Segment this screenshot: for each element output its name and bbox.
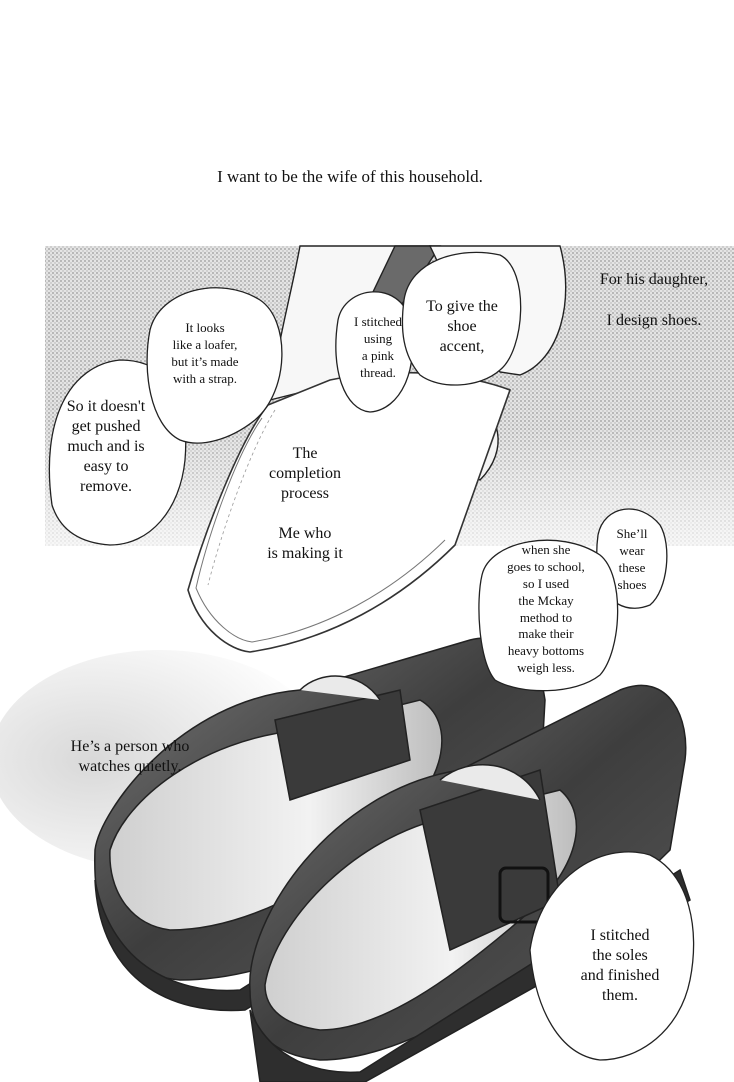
narration-watches-quietly: He’s a person who watches quietly. bbox=[70, 738, 190, 775]
balloon-mckay-method: when she goes to school, so I used the Mckay method to make their heavy bottoms weigh less. bbox=[507, 542, 585, 676]
top-caption: I want to be the wife of this household. bbox=[217, 167, 483, 186]
balloon-wear-shoes: She’ll wear these shoes bbox=[616, 526, 648, 592]
balloon-stitched-soles: I stitched the soles and finished them. bbox=[580, 927, 660, 1004]
narration-completion-process: The completion process bbox=[269, 445, 341, 502]
balloon-loafer-strap: It looks like a loafer, but it’s made with a strap. bbox=[171, 320, 239, 386]
balloon-easy-remove: So it doesn't get pushed much and is easy to remove. bbox=[66, 398, 146, 495]
balloon-shoe-accent: To give the shoe accent, bbox=[426, 298, 498, 355]
narration-design-shoes: I design shoes. bbox=[606, 312, 702, 329]
narration-me-making: Me who is making it bbox=[267, 525, 343, 562]
narration-daughter: For his daughter, bbox=[599, 271, 709, 288]
balloon-pink-thread: I stitched using a pink thread. bbox=[353, 314, 402, 380]
